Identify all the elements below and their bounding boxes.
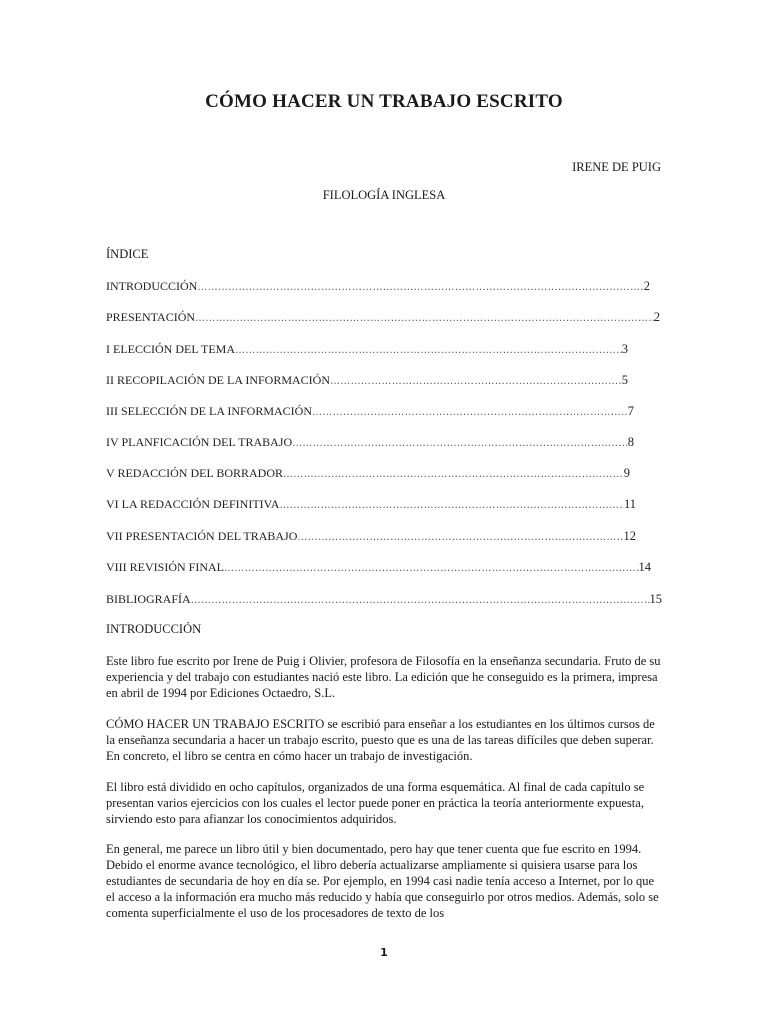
author-name: IRENE DE PUIG (572, 160, 661, 174)
toc-entry (106, 310, 660, 325)
toc-entry (106, 404, 634, 419)
toc-leader-dots (235, 345, 622, 356)
toc-leader-dots (191, 595, 650, 606)
toc-leader-dots (195, 313, 654, 324)
toc-leader-dots (292, 438, 628, 449)
toc-entry-page: 3 (621, 342, 628, 356)
toc-leader-dots (279, 500, 624, 511)
toc-entry-page: 9 (623, 466, 630, 480)
body-paragraph: Este libro fue escrito por Irene de Puig i Olivier, profesora de Filosofía en la enseñanza secundaria. Fruto de su experiencia y del trabajo con estudiantes nació este libro. La edición que he conseguido es la primera, impresa en abril de 1994 por Ediciones Octaedro, S.L. (106, 654, 661, 700)
toc-entry (106, 560, 651, 575)
toc-entry (106, 279, 650, 294)
document-title: CÓMO HACER UN TRABAJO ESCRITO (205, 91, 563, 112)
body-paragraph: CÓMO HACER UN TRABAJO ESCRITO se escribió para enseñar a los estudiantes en los últimos cursos de la enseñanza secundaria a hacer un trabajo escrito, puesto que es una de las tareas difíciles que deben superar. En concreto, el libro se centra en cómo hacer un trabajo de investigación. (106, 717, 655, 763)
toc-entry-page: 5 (621, 373, 628, 387)
toc-entry (106, 529, 636, 544)
toc-entry-label: VII PRESENTACIÓN DEL TRABAJO (106, 529, 298, 543)
department-name: FILOLOGÍA INGLESA (322, 188, 446, 202)
toc-leader-dots (197, 282, 643, 293)
toc-leader-dots (312, 407, 628, 418)
toc-entry (106, 342, 628, 357)
toc-entry-label: BIBLIOGRAFÍA (106, 592, 191, 606)
toc-entry-label: VI LA REDACCIÓN DEFINITIVA (106, 497, 280, 511)
body-paragraph: En general, me parece un libro útil y bien documentado, pero hay que tener cuenta que fue escrito en 1994. Debido el enorme avance tecnológico, el libro debería actualizarse ampliamente si quisiera usarse para los estudiantes de secundaria de hoy en día se. Por ejemplo, en 1994 casi nadie tenía acceso a Internet, por lo que el acceso a la información era mucho más reducido y había que conseguirlo por otros medios. Además, solo se comenta superficialmente el uso de los procesadores de texto de los (106, 842, 659, 920)
toc-entry (106, 497, 636, 512)
toc-entry-label: IV PLANFICACIÓN DEL TRABAJO (106, 435, 293, 449)
toc-leader-dots (330, 376, 622, 387)
toc-entry-page: 2 (653, 310, 660, 324)
section-heading-introduccion: INTRODUCCIÓN (106, 622, 202, 636)
toc-entry-label: II RECOPILACIÓN DE LA INFORMACIÓN (106, 373, 330, 387)
toc-entry-page: 15 (649, 592, 662, 606)
toc-heading: ÍNDICE (106, 247, 149, 261)
toc-entry (106, 373, 628, 388)
toc-entry-page: 2 (643, 279, 650, 293)
toc-leader-dots (224, 563, 639, 574)
toc-entry-label: III SELECCIÓN DE LA INFORMACIÓN (106, 404, 312, 418)
toc-entry (106, 466, 630, 481)
toc-entry-label: VIII REVISIÓN FINAL (106, 560, 224, 574)
toc-leader-dots (283, 469, 624, 480)
toc-entry-page: 14 (638, 560, 651, 574)
toc-leader-dots (297, 532, 623, 543)
toc-entry-page: 11 (623, 497, 636, 511)
body-paragraph: El libro está dividido en ocho capítulos, organizados de una forma esquemática. Al final de cada capítulo se presentan varios ejercicios con los cuales el lector puede poner en práctica la teoría anteriormente expuesta, sirviendo esto para afianzar los conocimientos adquiridos. (106, 780, 645, 826)
toc-entry-page: 12 (623, 529, 636, 543)
toc-entry-label: PRESENTACIÓN (106, 310, 196, 324)
toc-entry (106, 592, 662, 607)
toc-entry-page: 8 (627, 435, 634, 449)
toc-entry (106, 435, 634, 450)
toc-entry-page: 7 (627, 404, 634, 418)
toc-entry-label: V REDACCIÓN DEL BORRADOR (106, 466, 284, 480)
toc-entry-label: I ELECCIÓN DEL TEMA (106, 342, 235, 356)
page-number: 1 (380, 946, 388, 959)
toc-entry-label: INTRODUCCIÓN (106, 279, 198, 293)
